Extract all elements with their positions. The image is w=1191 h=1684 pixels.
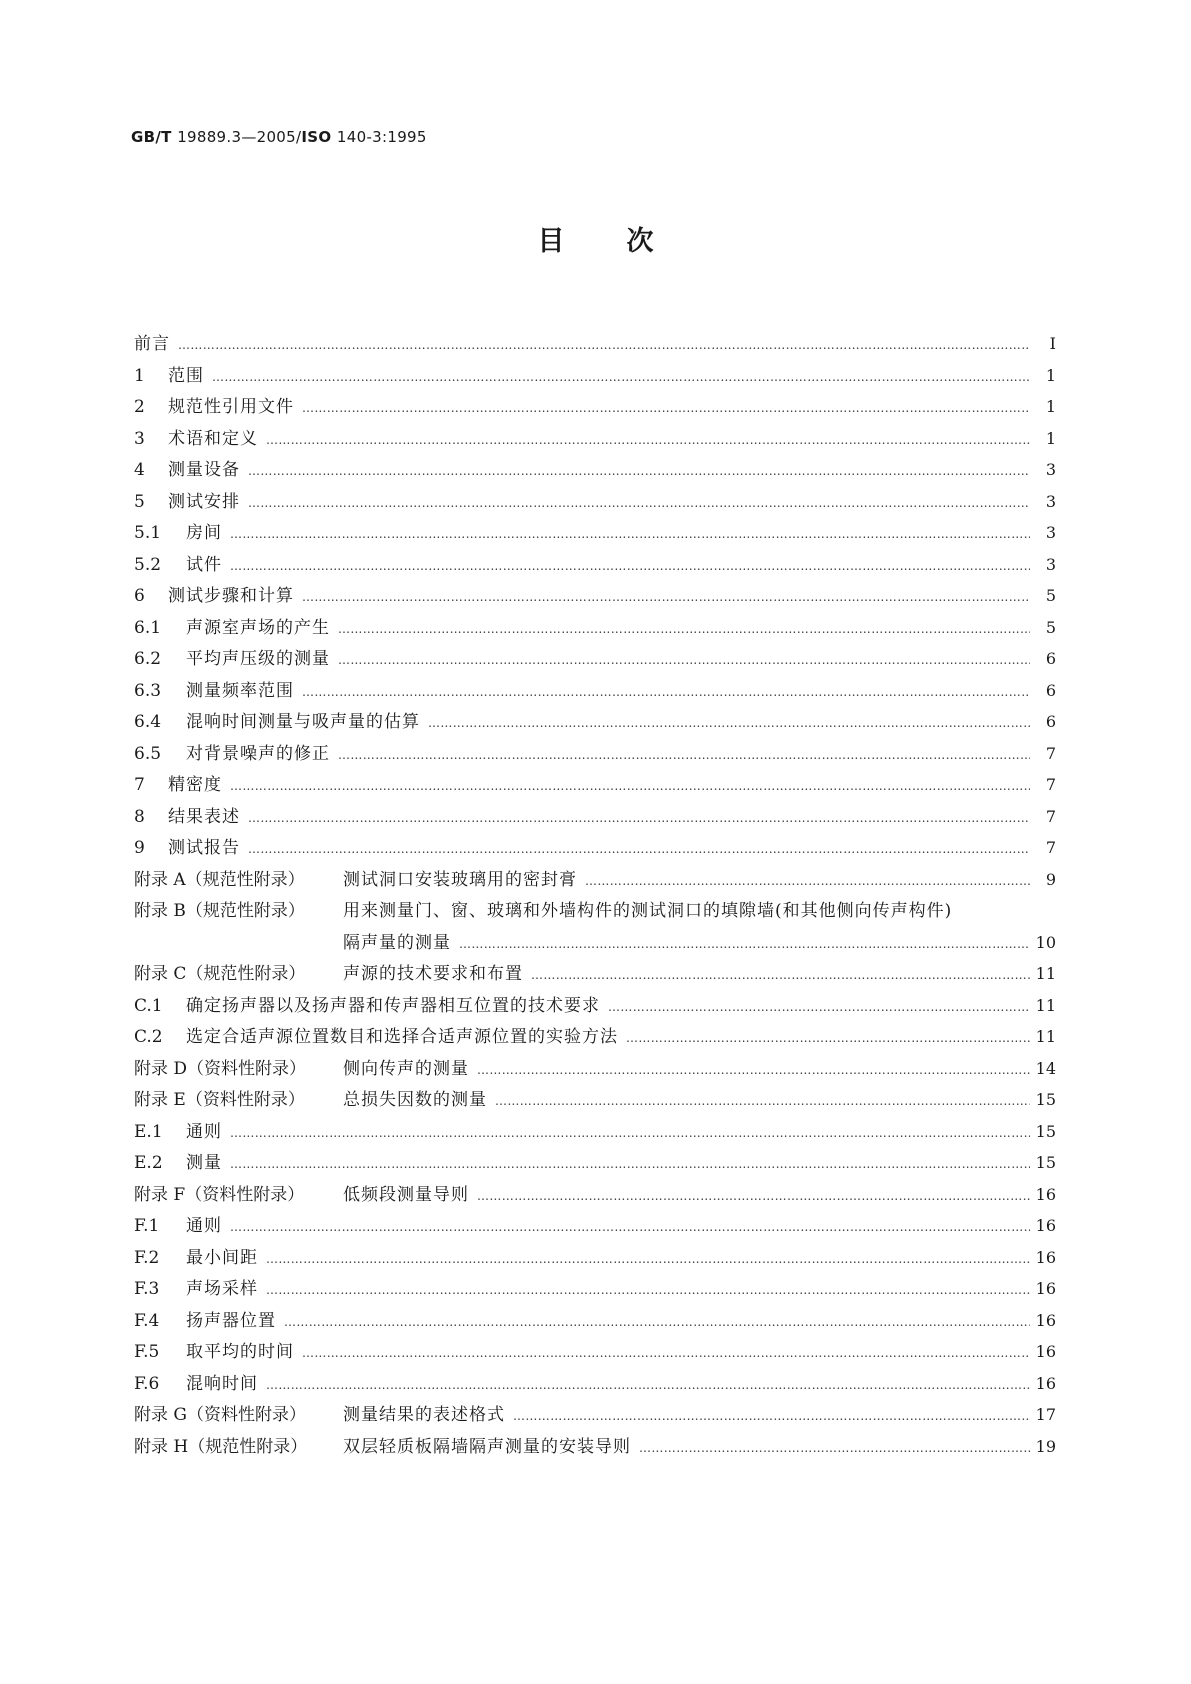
toc-entry-number: C.1 bbox=[134, 995, 163, 1016]
toc-entry-page: 7 bbox=[1045, 775, 1056, 794]
toc-entry[interactable] bbox=[134, 707, 1056, 739]
toc-entry-number: 2 bbox=[134, 397, 145, 417]
toc-entry-page: 10 bbox=[1035, 932, 1056, 952]
toc-entry-number: 附录 A（规范性附录） bbox=[134, 869, 305, 890]
toc-entry-page: 11 bbox=[1035, 1027, 1056, 1046]
toc-entry-page: 11 bbox=[1035, 995, 1056, 1015]
toc-entry[interactable] bbox=[134, 1211, 1056, 1243]
toc-entry[interactable] bbox=[134, 739, 1056, 771]
dot-leader bbox=[230, 1126, 1030, 1140]
toc-entry[interactable] bbox=[134, 1180, 1056, 1212]
dot-leader bbox=[230, 527, 1030, 541]
toc-entry-label: 测量 bbox=[186, 1153, 222, 1173]
toc-entry-label: 测试安排 bbox=[168, 491, 240, 512]
toc-entry[interactable] bbox=[134, 1274, 1056, 1306]
toc-entry-label: 范围 bbox=[168, 365, 204, 386]
toc-entry-number: F.4 bbox=[134, 1310, 160, 1331]
toc-entry-number: 3 bbox=[134, 428, 145, 449]
toc-entry-page: 6 bbox=[1045, 649, 1056, 668]
toc-entry-number: 6.1 bbox=[134, 617, 162, 638]
toc-entry-page: 15 bbox=[1035, 1090, 1056, 1109]
toc-entry-page: 16 bbox=[1035, 1279, 1056, 1298]
toc-entry[interactable] bbox=[134, 550, 1056, 582]
toc-entry[interactable] bbox=[134, 991, 1056, 1023]
dot-leader bbox=[531, 968, 1030, 982]
dot-leader bbox=[212, 370, 1030, 384]
toc-entry[interactable] bbox=[134, 1432, 1056, 1464]
toc-entry-label: 通则 bbox=[186, 1121, 222, 1142]
toc-entry-page: 16 bbox=[1035, 1310, 1056, 1330]
toc-entry-label: 隔声量的测量 bbox=[343, 932, 451, 953]
toc-entry-label: 测试报告 bbox=[168, 838, 240, 858]
dot-leader bbox=[626, 1031, 1030, 1045]
dot-leader bbox=[230, 559, 1030, 573]
toc-entry-number: F.5 bbox=[134, 1342, 160, 1362]
toc-entry-label: 结果表述 bbox=[168, 806, 240, 827]
toc-entry-label: 混响时间 bbox=[186, 1373, 258, 1394]
toc-entry-page: 3 bbox=[1045, 491, 1056, 511]
toc-entry-label: 取平均的时间 bbox=[186, 1342, 294, 1362]
std-prefix: GB/T bbox=[131, 128, 172, 146]
toc-entry-label: 房间 bbox=[186, 523, 222, 543]
dot-leader bbox=[230, 1157, 1030, 1171]
dot-leader bbox=[248, 842, 1030, 856]
toc-entry-number: 5.2 bbox=[134, 554, 162, 575]
toc-entry-label: 声源的技术要求和布置 bbox=[343, 964, 523, 984]
toc-entry[interactable] bbox=[134, 959, 1056, 991]
dot-leader bbox=[477, 1063, 1030, 1077]
toc-entry[interactable] bbox=[134, 1022, 1056, 1054]
dot-leader bbox=[266, 433, 1030, 447]
standard-code-header bbox=[131, 128, 427, 146]
toc-entry[interactable] bbox=[134, 424, 1056, 456]
toc-entry-number: C.2 bbox=[134, 1027, 163, 1047]
toc-entry-number: 附录 E（资料性附录） bbox=[134, 1090, 305, 1110]
toc-entry-number: F.2 bbox=[134, 1247, 160, 1268]
toc-entry-page: 16 bbox=[1035, 1247, 1056, 1267]
toc-entry-number: 5.1 bbox=[134, 523, 162, 543]
toc-entry-number: 附录 F（资料性附录） bbox=[134, 1184, 305, 1205]
toc-entry-page: 16 bbox=[1035, 1184, 1056, 1204]
toc-entry-label: 总损失因数的测量 bbox=[343, 1090, 487, 1110]
toc-entry-page: 3 bbox=[1045, 523, 1056, 542]
toc-entry[interactable] bbox=[134, 676, 1056, 708]
toc-entry-label: 规范性引用文件 bbox=[168, 397, 294, 417]
toc-entry-label: 测量频率范围 bbox=[186, 680, 294, 701]
toc-entry-label: 测量结果的表述格式 bbox=[343, 1405, 505, 1425]
toc-entry[interactable] bbox=[134, 644, 1056, 676]
toc-entry-number: 附录 H（规范性附录） bbox=[134, 1436, 308, 1457]
toc-entry-label: 通则 bbox=[186, 1216, 222, 1236]
dot-leader bbox=[302, 401, 1030, 415]
dot-leader bbox=[248, 464, 1030, 478]
toc-entry[interactable] bbox=[134, 1400, 1056, 1432]
toc-entry[interactable] bbox=[134, 1148, 1056, 1180]
toc-entry[interactable] bbox=[134, 1306, 1056, 1338]
toc-entry-page: 16 bbox=[1035, 1216, 1056, 1235]
toc-entry-label: 用来测量门、窗、玻璃和外墙构件的测试洞口的填隙墙(和其他侧向传声构件) bbox=[343, 901, 953, 921]
toc-entry-page: 1 bbox=[1045, 397, 1056, 416]
dot-leader bbox=[266, 1252, 1030, 1266]
toc-entry[interactable] bbox=[134, 1054, 1056, 1086]
toc-entry[interactable] bbox=[134, 865, 1056, 897]
toc-entry[interactable] bbox=[134, 613, 1056, 645]
toc-entry-number: F.6 bbox=[134, 1373, 160, 1394]
iso-prefix: ISO bbox=[301, 128, 332, 146]
toc-entry-page: 16 bbox=[1035, 1373, 1056, 1393]
toc-entry-number: 4 bbox=[134, 460, 145, 480]
toc-entry-page: 1 bbox=[1045, 428, 1056, 448]
toc-entry-number: 附录 B（规范性附录） bbox=[134, 901, 305, 921]
toc-entry-label: 精密度 bbox=[168, 775, 222, 795]
toc-entry-label: 扬声器位置 bbox=[186, 1310, 276, 1331]
toc-entry-page: 17 bbox=[1035, 1405, 1056, 1424]
toc-entry-label: 对背景噪声的修正 bbox=[186, 743, 330, 764]
dot-leader bbox=[585, 874, 1030, 888]
toc-entry-page: 19 bbox=[1035, 1436, 1056, 1456]
toc-entry-page: 7 bbox=[1045, 743, 1056, 763]
dot-leader bbox=[338, 748, 1030, 762]
toc-entry-label: 术语和定义 bbox=[168, 428, 258, 449]
toc-entry[interactable] bbox=[134, 802, 1056, 834]
toc-entry-label: 确定扬声器以及扬声器和传声器相互位置的技术要求 bbox=[186, 995, 600, 1016]
toc-entry[interactable] bbox=[134, 361, 1056, 393]
toc-entry[interactable] bbox=[134, 1117, 1056, 1149]
dot-leader bbox=[639, 1441, 1030, 1455]
toc-entry-page: 3 bbox=[1045, 460, 1056, 479]
toc-entry-page: 5 bbox=[1045, 586, 1056, 605]
toc-entry-page: 11 bbox=[1035, 964, 1056, 983]
toc-entry[interactable] bbox=[134, 928, 1056, 960]
toc-entry[interactable] bbox=[134, 392, 1056, 424]
dot-leader bbox=[608, 1000, 1030, 1014]
toc-entry-page: 5 bbox=[1045, 617, 1056, 637]
toc-entry-label: 最小间距 bbox=[186, 1247, 258, 1268]
toc-entry[interactable] bbox=[134, 1085, 1056, 1117]
toc-entry-number: 6.2 bbox=[134, 649, 162, 669]
toc-entry[interactable] bbox=[134, 329, 1056, 361]
dot-leader bbox=[266, 1378, 1030, 1392]
dot-leader bbox=[230, 1220, 1030, 1234]
toc-entry-number: 附录 D（资料性附录） bbox=[134, 1058, 307, 1079]
toc-entry-page: 7 bbox=[1045, 838, 1056, 857]
dot-leader bbox=[459, 937, 1030, 951]
toc-entry-page: I bbox=[1049, 334, 1056, 353]
toc-entry-number: 6.5 bbox=[134, 743, 162, 764]
toc-entry[interactable] bbox=[134, 581, 1056, 613]
toc-entry[interactable] bbox=[134, 770, 1056, 802]
toc-entry-label: 侧向传声的测量 bbox=[343, 1058, 469, 1079]
toc-entry-label: 低频段测量导则 bbox=[343, 1184, 469, 1205]
dot-leader bbox=[428, 716, 1030, 730]
toc-entry-label: 混响时间测量与吸声量的估算 bbox=[186, 712, 420, 732]
toc-entry-number: 9 bbox=[134, 838, 145, 858]
std-number: 19889.3—2005/ bbox=[177, 128, 302, 146]
toc-entry[interactable] bbox=[134, 1243, 1056, 1275]
dot-leader bbox=[477, 1189, 1030, 1203]
toc-entry-page: 14 bbox=[1035, 1058, 1056, 1078]
toc-entry-page: 15 bbox=[1035, 1153, 1056, 1172]
toc-entry-number: 附录 G（资料性附录） bbox=[134, 1405, 306, 1425]
toc-entry-label: 试件 bbox=[186, 554, 222, 575]
page-title: 目次 bbox=[537, 226, 716, 257]
toc-entry-number: 6.4 bbox=[134, 712, 162, 732]
toc-entry[interactable] bbox=[134, 1369, 1056, 1401]
toc-entry-number: 6.3 bbox=[134, 680, 162, 701]
dot-leader bbox=[338, 653, 1030, 667]
toc-entry-label: 声场采样 bbox=[186, 1279, 258, 1299]
toc-entry-page: 15 bbox=[1035, 1121, 1056, 1141]
toc-entry[interactable] bbox=[134, 518, 1056, 550]
dot-leader bbox=[178, 338, 1030, 352]
toc-entry-page: 3 bbox=[1045, 554, 1056, 574]
toc-entry-number: 7 bbox=[134, 775, 145, 795]
toc-entry-number: 1 bbox=[134, 365, 145, 386]
toc-entry-number: E.1 bbox=[134, 1121, 163, 1142]
toc-entry-label: 声源室声场的产生 bbox=[186, 617, 330, 638]
dot-leader bbox=[513, 1409, 1030, 1423]
toc-entry-label: 测试洞口安装玻璃用的密封膏 bbox=[343, 869, 577, 890]
iso-number: 140-3:1995 bbox=[336, 128, 427, 146]
table-of-contents bbox=[134, 329, 1056, 1463]
toc-entry[interactable] bbox=[134, 896, 1056, 928]
toc-entry-page: 16 bbox=[1035, 1342, 1056, 1361]
toc-entry-label: 选定合适声源位置数目和选择合适声源位置的实验方法 bbox=[186, 1027, 618, 1047]
toc-entry-number: 8 bbox=[134, 806, 145, 827]
toc-entry-number: 5 bbox=[134, 491, 145, 512]
toc-entry[interactable] bbox=[134, 455, 1056, 487]
toc-entry-page: 1 bbox=[1045, 365, 1056, 385]
toc-entry-label: 测试步骤和计算 bbox=[168, 586, 294, 606]
toc-entry-number: F.1 bbox=[134, 1216, 160, 1236]
toc-entry-number: E.2 bbox=[134, 1153, 163, 1173]
dot-leader bbox=[248, 496, 1030, 510]
toc-entry-number: 附录 C（规范性附录） bbox=[134, 964, 306, 984]
toc-entry-number: 6 bbox=[134, 586, 145, 606]
dot-leader bbox=[284, 1315, 1030, 1329]
toc-entry-label: 测量设备 bbox=[168, 460, 240, 480]
toc-entry[interactable] bbox=[134, 487, 1056, 519]
toc-entry-page: 7 bbox=[1045, 806, 1056, 826]
toc-entry[interactable] bbox=[134, 833, 1056, 865]
toc-entry-label: 平均声压级的测量 bbox=[186, 649, 330, 669]
dot-leader bbox=[302, 590, 1030, 604]
toc-entry-label: 前言 bbox=[134, 334, 170, 354]
toc-entry-number: F.3 bbox=[134, 1279, 160, 1299]
dot-leader bbox=[266, 1283, 1030, 1297]
toc-entry-page: 6 bbox=[1045, 680, 1056, 700]
dot-leader bbox=[302, 1346, 1030, 1360]
toc-entry-page: 6 bbox=[1045, 712, 1056, 731]
dot-leader bbox=[495, 1094, 1030, 1108]
dot-leader bbox=[338, 622, 1030, 636]
toc-entry-label: 双层轻质板隔墙隔声测量的安装导则 bbox=[343, 1436, 631, 1457]
dot-leader bbox=[302, 685, 1030, 699]
toc-entry[interactable] bbox=[134, 1337, 1056, 1369]
dot-leader bbox=[248, 811, 1030, 825]
dot-leader bbox=[230, 779, 1030, 793]
toc-entry-page: 9 bbox=[1045, 869, 1056, 889]
